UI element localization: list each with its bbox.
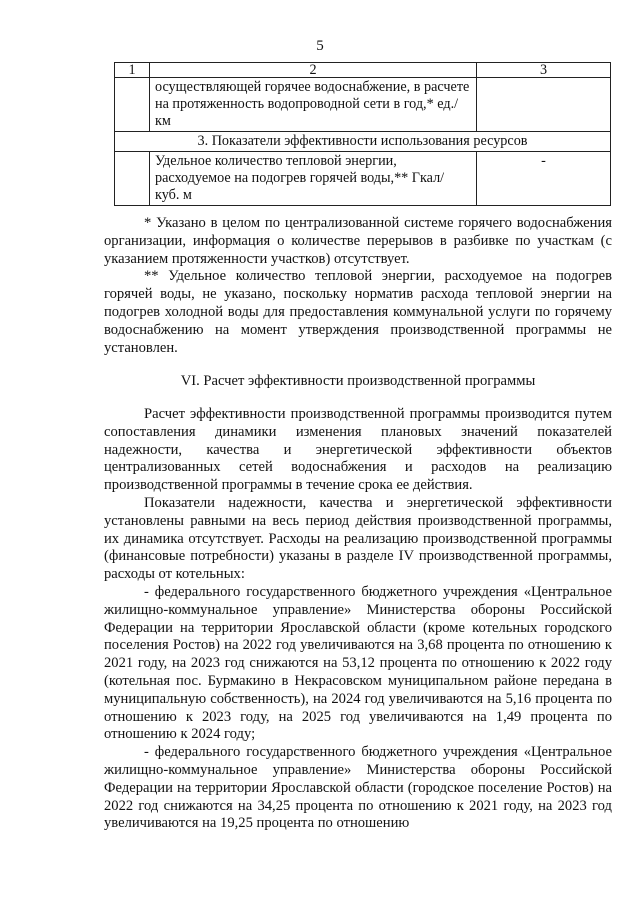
table-cell xyxy=(477,78,611,132)
table-row xyxy=(115,152,611,206)
table-cell xyxy=(115,78,150,132)
table-header-cell: 2 xyxy=(150,63,477,78)
table-cell-indicator: осуществляющей горячее водоснабжение, в расчете на протяженность водопроводной сети в год,* ед./км xyxy=(150,78,477,132)
table-cell xyxy=(115,152,150,206)
table-row xyxy=(115,78,611,132)
paragraph-list-item: - федерального государственного бюджетного учреждения «Центральное жилищно-коммунальное управление» Министерства обороны Российской Федерации на территории Ярославской области (кроме котельных городского поселения Ростов) на 2022 год увеличиваются на 3,68 процента по отношению к 2021 году, на 2023 год снижаются на 53,12 процента по отношению к 2022 году (котельная пос. Бурмакино в Некрасовском муниципальном районе передана в муниципальную собственность), на 2024 год увеличиваются на 5,16 процента по отношению к 2023 году, на 2025 год увеличиваются на 1,49 процента по отношению к 2024 году; xyxy=(104,583,612,743)
table-header-cell: 1 xyxy=(115,63,150,78)
section-body xyxy=(104,406,612,833)
table-section-row xyxy=(115,132,611,152)
paragraph: Расчет эффективности производственной программы производится путем сопоставления динамики изменения плановых значений показателей надежности, качества и энергетической эффективности объектов централизованных сетей водоснабжения и расходов на реализацию производственной программы в течение срока ее действия. xyxy=(104,406,612,494)
page-number: 5 xyxy=(316,38,324,54)
table-header-cell: 3 xyxy=(477,63,611,78)
table-section-title: 3. Показатели эффективности использования ресурсов xyxy=(115,132,611,152)
table-header-row xyxy=(115,63,611,78)
section-heading: VI. Расчет эффективности производственной программы xyxy=(180,373,536,389)
footnotes xyxy=(104,215,612,357)
paragraph: Показатели надежности, качества и энергетической эффективности установлены равными на весь период действия производственной программы, их динамика отсутствует. Расходы на реализацию производственной программы (финансовые потребности) указаны в разделе IV производственной программы, расходы от котельных: xyxy=(104,494,612,583)
footnote-1: * Указано в целом по централизованной системе горячего водоснабжения организации, информация о количестве перерывов в разбивке по участкам (с указанием протяженности участков) отсутствует. xyxy=(104,215,612,267)
table-cell-indicator: Удельное количество тепловой энергии, расходуемое на подогрев горячей воды,** Гкал/ куб. м xyxy=(150,152,477,206)
indicators-table xyxy=(114,62,611,206)
footnote-2: ** Удельное количество тепловой энергии, расходуемое на подогрев горячей воды, не указано, поскольку норматив расхода тепловой энергии на подогрев холодной воды для предоставления коммунальной услуги по горячему водоснабжению на момент утверждения производственной программы не установлен. xyxy=(104,268,612,356)
paragraph-list-item: - федерального государственного бюджетного учреждения «Центральное жилищно-коммунальное управление» Министерства обороны Российской Федерации на территории Ярославской области (городское поселение Ростов) на 2022 год снижаются на 34,25 процента по отношению к 2021 году, на 2023 год увеличиваются на 19,25 процента по отношению xyxy=(104,744,612,832)
table-cell-value: - xyxy=(477,152,611,206)
